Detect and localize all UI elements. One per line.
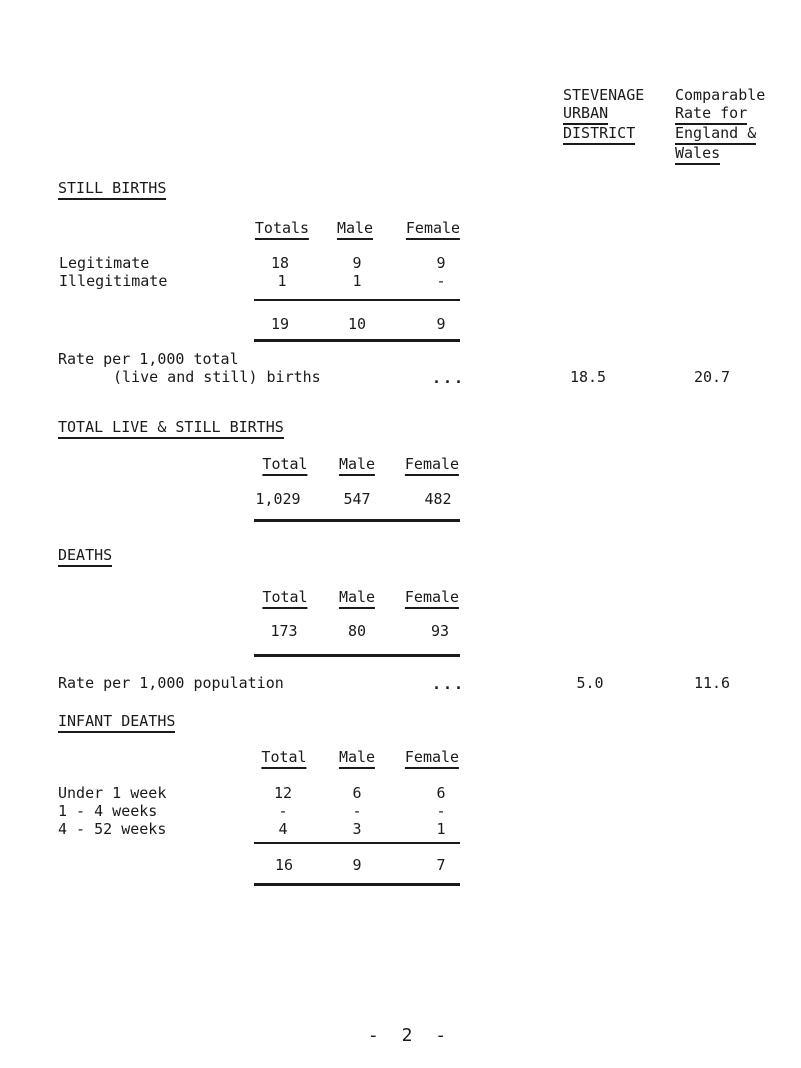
infant-deaths-cell: 1 <box>436 820 446 838</box>
infant-deaths-total: 9 <box>352 856 362 874</box>
deaths-value: 173 <box>270 622 298 640</box>
header-comparable: Comparable <box>675 86 766 104</box>
infant-deaths-cell: 6 <box>436 784 446 802</box>
deaths-col-total: Total <box>262 588 307 609</box>
deaths-title: DEATHS <box>58 546 112 567</box>
still-births-cell: 9 <box>352 254 362 272</box>
still-births-col-male: Male <box>337 219 373 240</box>
infant-deaths-total: 16 <box>274 856 294 874</box>
header-urban: URBAN <box>563 104 608 125</box>
still-births-total: 10 <box>347 315 367 333</box>
deaths-value: 80 <box>347 622 367 640</box>
total-births-value: 482 <box>424 490 452 508</box>
header-wales: Wales <box>675 144 720 165</box>
infant-deaths-col-female: Female <box>405 748 459 769</box>
still-births-rate-label-1: Rate per 1,000 total <box>58 350 239 368</box>
header-district: DISTRICT <box>563 124 635 145</box>
still-births-cell: 18 <box>270 254 290 272</box>
deaths-col-female: Female <box>405 588 459 609</box>
total-births-col-female: Female <box>405 455 459 476</box>
still-births-rate-national: 20.7 <box>693 368 731 386</box>
still-births-cell: 1 <box>277 272 287 290</box>
still-births-col-totals: Totals <box>255 219 309 240</box>
still-births-cell: 9 <box>436 254 446 272</box>
infant-deaths-cell: - <box>436 802 446 820</box>
deaths-rate-label: Rate per 1,000 population <box>58 674 284 692</box>
header-rate-for: Rate for <box>675 104 747 125</box>
page-number: - 2 - <box>367 1025 453 1046</box>
still-births-total: 19 <box>270 315 290 333</box>
infant-deaths-cell: - <box>352 802 362 820</box>
header-england-wales: England & <box>675 124 756 145</box>
infant-deaths-col-male: Male <box>339 748 375 769</box>
infant-deaths-col-total: Total <box>261 748 306 769</box>
infant-deaths-rule-bottom <box>254 883 460 886</box>
infant-deaths-cell: 6 <box>352 784 362 802</box>
still-births-rate-local: 18.5 <box>569 368 607 386</box>
still-births-row-label: Legitimate <box>59 254 150 272</box>
infant-deaths-cell: 4 <box>278 820 288 838</box>
still-births-rule-top <box>254 299 460 301</box>
infant-deaths-row-label: 4 - 52 weeks <box>58 820 167 838</box>
infant-deaths-cell: 3 <box>352 820 362 838</box>
deaths-rate-national: 11.6 <box>693 674 731 692</box>
infant-deaths-rule-top <box>254 842 460 844</box>
total-births-rule <box>254 519 460 522</box>
infant-deaths-row-label: Under 1 week <box>58 784 167 802</box>
deaths-rate-local: 5.0 <box>576 674 604 692</box>
still-births-title: STILL BIRTHS <box>58 179 166 200</box>
infant-deaths-title: INFANT DEATHS <box>58 712 175 733</box>
header-stevenage: STEVENAGE <box>563 86 645 104</box>
infant-deaths-total: 7 <box>436 856 446 874</box>
still-births-col-female: Female <box>406 219 460 240</box>
total-births-col-male: Male <box>339 455 375 476</box>
still-births-row-label: Illegitimate <box>59 272 168 290</box>
still-births-dots: ... <box>432 369 466 387</box>
still-births-total: 9 <box>436 315 446 333</box>
total-births-col-total: Total <box>262 455 307 476</box>
total-births-title: TOTAL LIVE & STILL BIRTHS <box>58 418 284 439</box>
deaths-value: 93 <box>430 622 450 640</box>
deaths-rule <box>254 654 460 657</box>
total-births-value: 1,029 <box>255 490 301 508</box>
infant-deaths-cell: 12 <box>273 784 293 802</box>
still-births-cell: 1 <box>352 272 362 290</box>
still-births-cell: - <box>436 272 446 290</box>
deaths-dots: ... <box>432 675 466 693</box>
still-births-rule-bottom <box>254 339 460 342</box>
still-births-rate-label-2: (live and still) births <box>113 368 321 386</box>
total-births-value: 547 <box>343 490 371 508</box>
infant-deaths-cell: - <box>278 802 288 820</box>
deaths-col-male: Male <box>339 588 375 609</box>
infant-deaths-row-label: 1 - 4 weeks <box>58 802 158 820</box>
